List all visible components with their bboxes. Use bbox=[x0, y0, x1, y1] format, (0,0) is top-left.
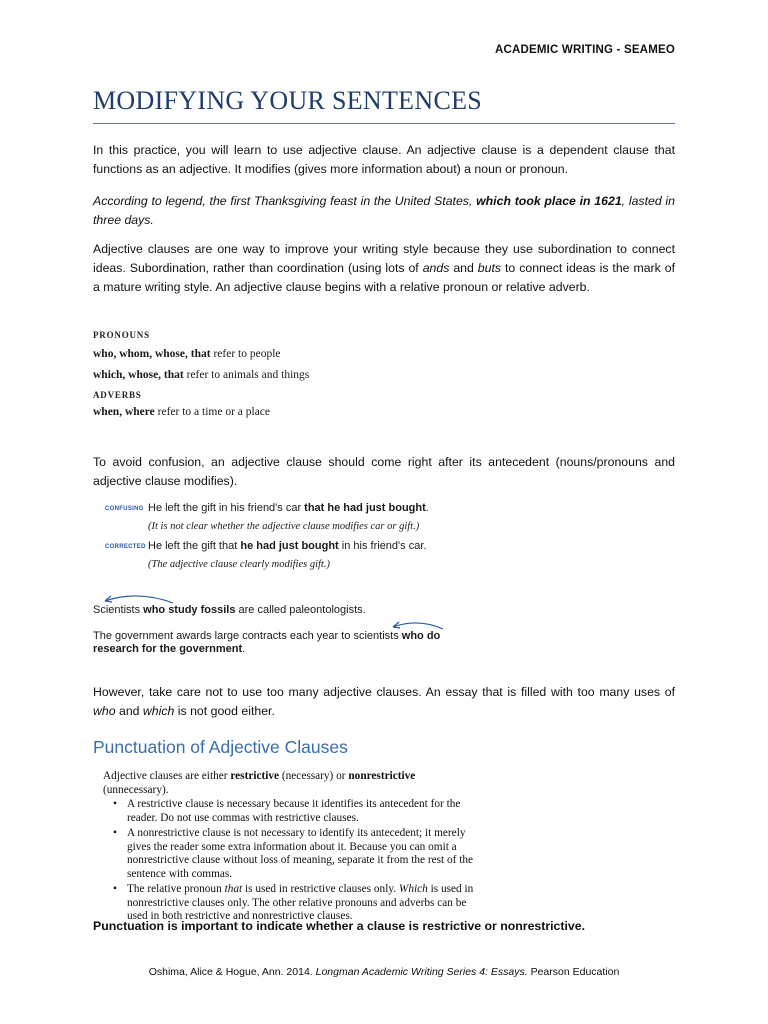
corrected-row bbox=[93, 538, 473, 558]
corrected-note: (The adjective clause clearly modifies gift.) bbox=[148, 559, 330, 570]
punct-item-2: A nonrestrictive clause is not necessary to identify its antecedent; it merely gives the reader some extra information about it. Because you can omit a nonrestrictive clause without loss of meaning, separate it from the rest of the sentence with commas. bbox=[127, 827, 474, 880]
antecedent-arrow-2-icon bbox=[93, 619, 483, 630]
punct-item-3-c: is used in nonrestrictive clauses only. The other relative pronouns and adverbs can be used in both restrictive and nonrestrictive clauses. bbox=[127, 883, 474, 922]
footer-authors: Oshima, Alice & Hogue, Ann. 2014. bbox=[148, 966, 316, 978]
pronouns-line-people bbox=[93, 345, 423, 363]
pronouns-figure bbox=[93, 330, 423, 421]
example-sentence bbox=[93, 192, 675, 230]
government-s-a: The government awards large contracts each year to scientists bbox=[93, 630, 402, 642]
p4-part-a: However, take care not to use too many adjective clauses. An essay that is filled with too many uses of bbox=[93, 685, 675, 699]
p2-part-b: and bbox=[449, 261, 478, 275]
adverbs-line bbox=[93, 403, 423, 421]
running-header: ACADEMIC WRITING - SEAMEO bbox=[494, 44, 675, 56]
closing-paragraph: Punctuation is important to indicate whether a clause is restrictive or nonrestrictive. bbox=[93, 919, 586, 933]
pronouns-things-words: which, whose, that bbox=[93, 369, 184, 381]
adverbs-words: when, where bbox=[93, 406, 155, 418]
list-item bbox=[113, 798, 483, 825]
corrected-sentence bbox=[148, 540, 426, 552]
scientists-figure bbox=[93, 592, 483, 656]
punct-intro-e: (unnecessary). bbox=[103, 783, 169, 796]
punct-item-1: A restrictive clause is necessary because it identifies its antecedent for the reader. Do not use commas with restrictive clauses. bbox=[127, 798, 461, 824]
confusing-s-a: He left the gift in his friend's car bbox=[148, 502, 305, 514]
punct-item-3-which: Which bbox=[398, 883, 428, 895]
government-s-c: . bbox=[242, 643, 246, 655]
pronouns-things-rest: refer to animals and things bbox=[183, 369, 310, 381]
p4-which: which bbox=[142, 704, 175, 718]
confusing-corrected-figure bbox=[93, 500, 473, 572]
punct-item-3-b: is used in restrictive clauses only. bbox=[242, 883, 399, 895]
bullet-1: • bbox=[113, 798, 117, 810]
confusing-s-c: . bbox=[425, 502, 429, 514]
punct-intro-a: Adjective clauses are either bbox=[103, 770, 231, 782]
scientists-s-a: Scientists bbox=[93, 604, 144, 616]
bullet-3: • bbox=[113, 883, 117, 895]
p2-part-a: Adjective clauses are one way to improve your writing style because they use subordination to connect ideas. Subordination, rather than coordination (using lots of bbox=[93, 242, 675, 275]
p2-part-c: to connect ideas is the mark of a mature writing style. An adjective clause begins with a relative pronoun or relative adverb. bbox=[93, 261, 675, 294]
example-clause: which took place in 1621 bbox=[476, 194, 622, 208]
corrected-tag: CORRECTED bbox=[105, 544, 146, 550]
punctuation-intro bbox=[103, 770, 483, 797]
government-s-b: who do research for the government bbox=[93, 630, 441, 655]
footer-publisher: Pearson Education bbox=[527, 966, 620, 978]
corrected-s-b: he had just bought bbox=[240, 540, 339, 552]
confusing-s-b: that he had just bought bbox=[304, 502, 426, 514]
corrected-s-a: He left the gift that bbox=[148, 540, 241, 552]
pronouns-people-words: who, whom, whose, that bbox=[93, 348, 211, 360]
corrected-s-c: in his friend's car. bbox=[338, 540, 427, 552]
government-sentence bbox=[93, 630, 483, 656]
bullet-2: • bbox=[113, 827, 117, 839]
pronouns-heading: PRONOUNS bbox=[93, 330, 150, 340]
example-post: , lasted in three days. bbox=[93, 194, 675, 227]
scientists-s-b: who study fossils bbox=[143, 604, 236, 616]
footer-book-title: Longman Academic Writing Series 4: Essays. bbox=[315, 966, 528, 978]
example-pre: According to legend, the first Thanksgiving feast in the United States, bbox=[93, 194, 477, 208]
punctuation-list bbox=[103, 798, 483, 924]
list-item bbox=[113, 827, 483, 881]
pronouns-people-rest: refer to people bbox=[210, 348, 281, 360]
page-title: MODIFYING YOUR SENTENCES bbox=[93, 86, 483, 115]
punct-intro-b: restrictive bbox=[230, 770, 280, 782]
caution-paragraph bbox=[93, 683, 675, 721]
scientists-s-c: are called paleontologists. bbox=[235, 604, 366, 616]
antecedent-paragraph: To avoid confusion, an adjective clause should come right after its antecedent (nouns/pronouns and adjective clause modifies). bbox=[93, 455, 675, 488]
punct-item-3-a: The relative pronoun bbox=[127, 883, 225, 895]
p4-who: who bbox=[93, 704, 116, 718]
p4-part-b: and bbox=[115, 704, 143, 718]
p2-ands: ands bbox=[422, 261, 450, 275]
confusing-note: (It is not clear whether the adjective clause modifies car or gift.) bbox=[148, 521, 420, 532]
title-rule bbox=[93, 123, 675, 124]
p4-part-c: is not good either. bbox=[174, 704, 275, 718]
adverbs-heading: ADVERBS bbox=[93, 390, 142, 400]
confusing-sentence bbox=[148, 502, 429, 514]
pronouns-line-things bbox=[93, 366, 423, 384]
p2-buts: buts bbox=[477, 261, 502, 275]
punctuation-figure bbox=[103, 770, 483, 926]
subordination-paragraph bbox=[93, 240, 675, 297]
punct-item-3-that: that bbox=[224, 883, 243, 895]
punct-intro-c: (necessary) or bbox=[279, 770, 349, 782]
confusing-tag: CONFUSING bbox=[105, 506, 144, 512]
citation-footer bbox=[0, 966, 768, 978]
confusing-row bbox=[93, 500, 473, 520]
antecedent-arrow-icon bbox=[93, 592, 183, 604]
intro-paragraph: In this practice, you will learn to use adjective clause. An adjective clause is a dependent clause that functions as an adjective. It modifies (gives more information about) a noun or pronoun. bbox=[93, 143, 675, 176]
adverbs-rest: refer to a time or a place bbox=[154, 406, 271, 418]
section-heading: Punctuation of Adjective Clauses bbox=[93, 737, 348, 757]
punct-intro-d: nonrestrictive bbox=[348, 770, 416, 782]
scientists-sentence bbox=[93, 604, 483, 617]
